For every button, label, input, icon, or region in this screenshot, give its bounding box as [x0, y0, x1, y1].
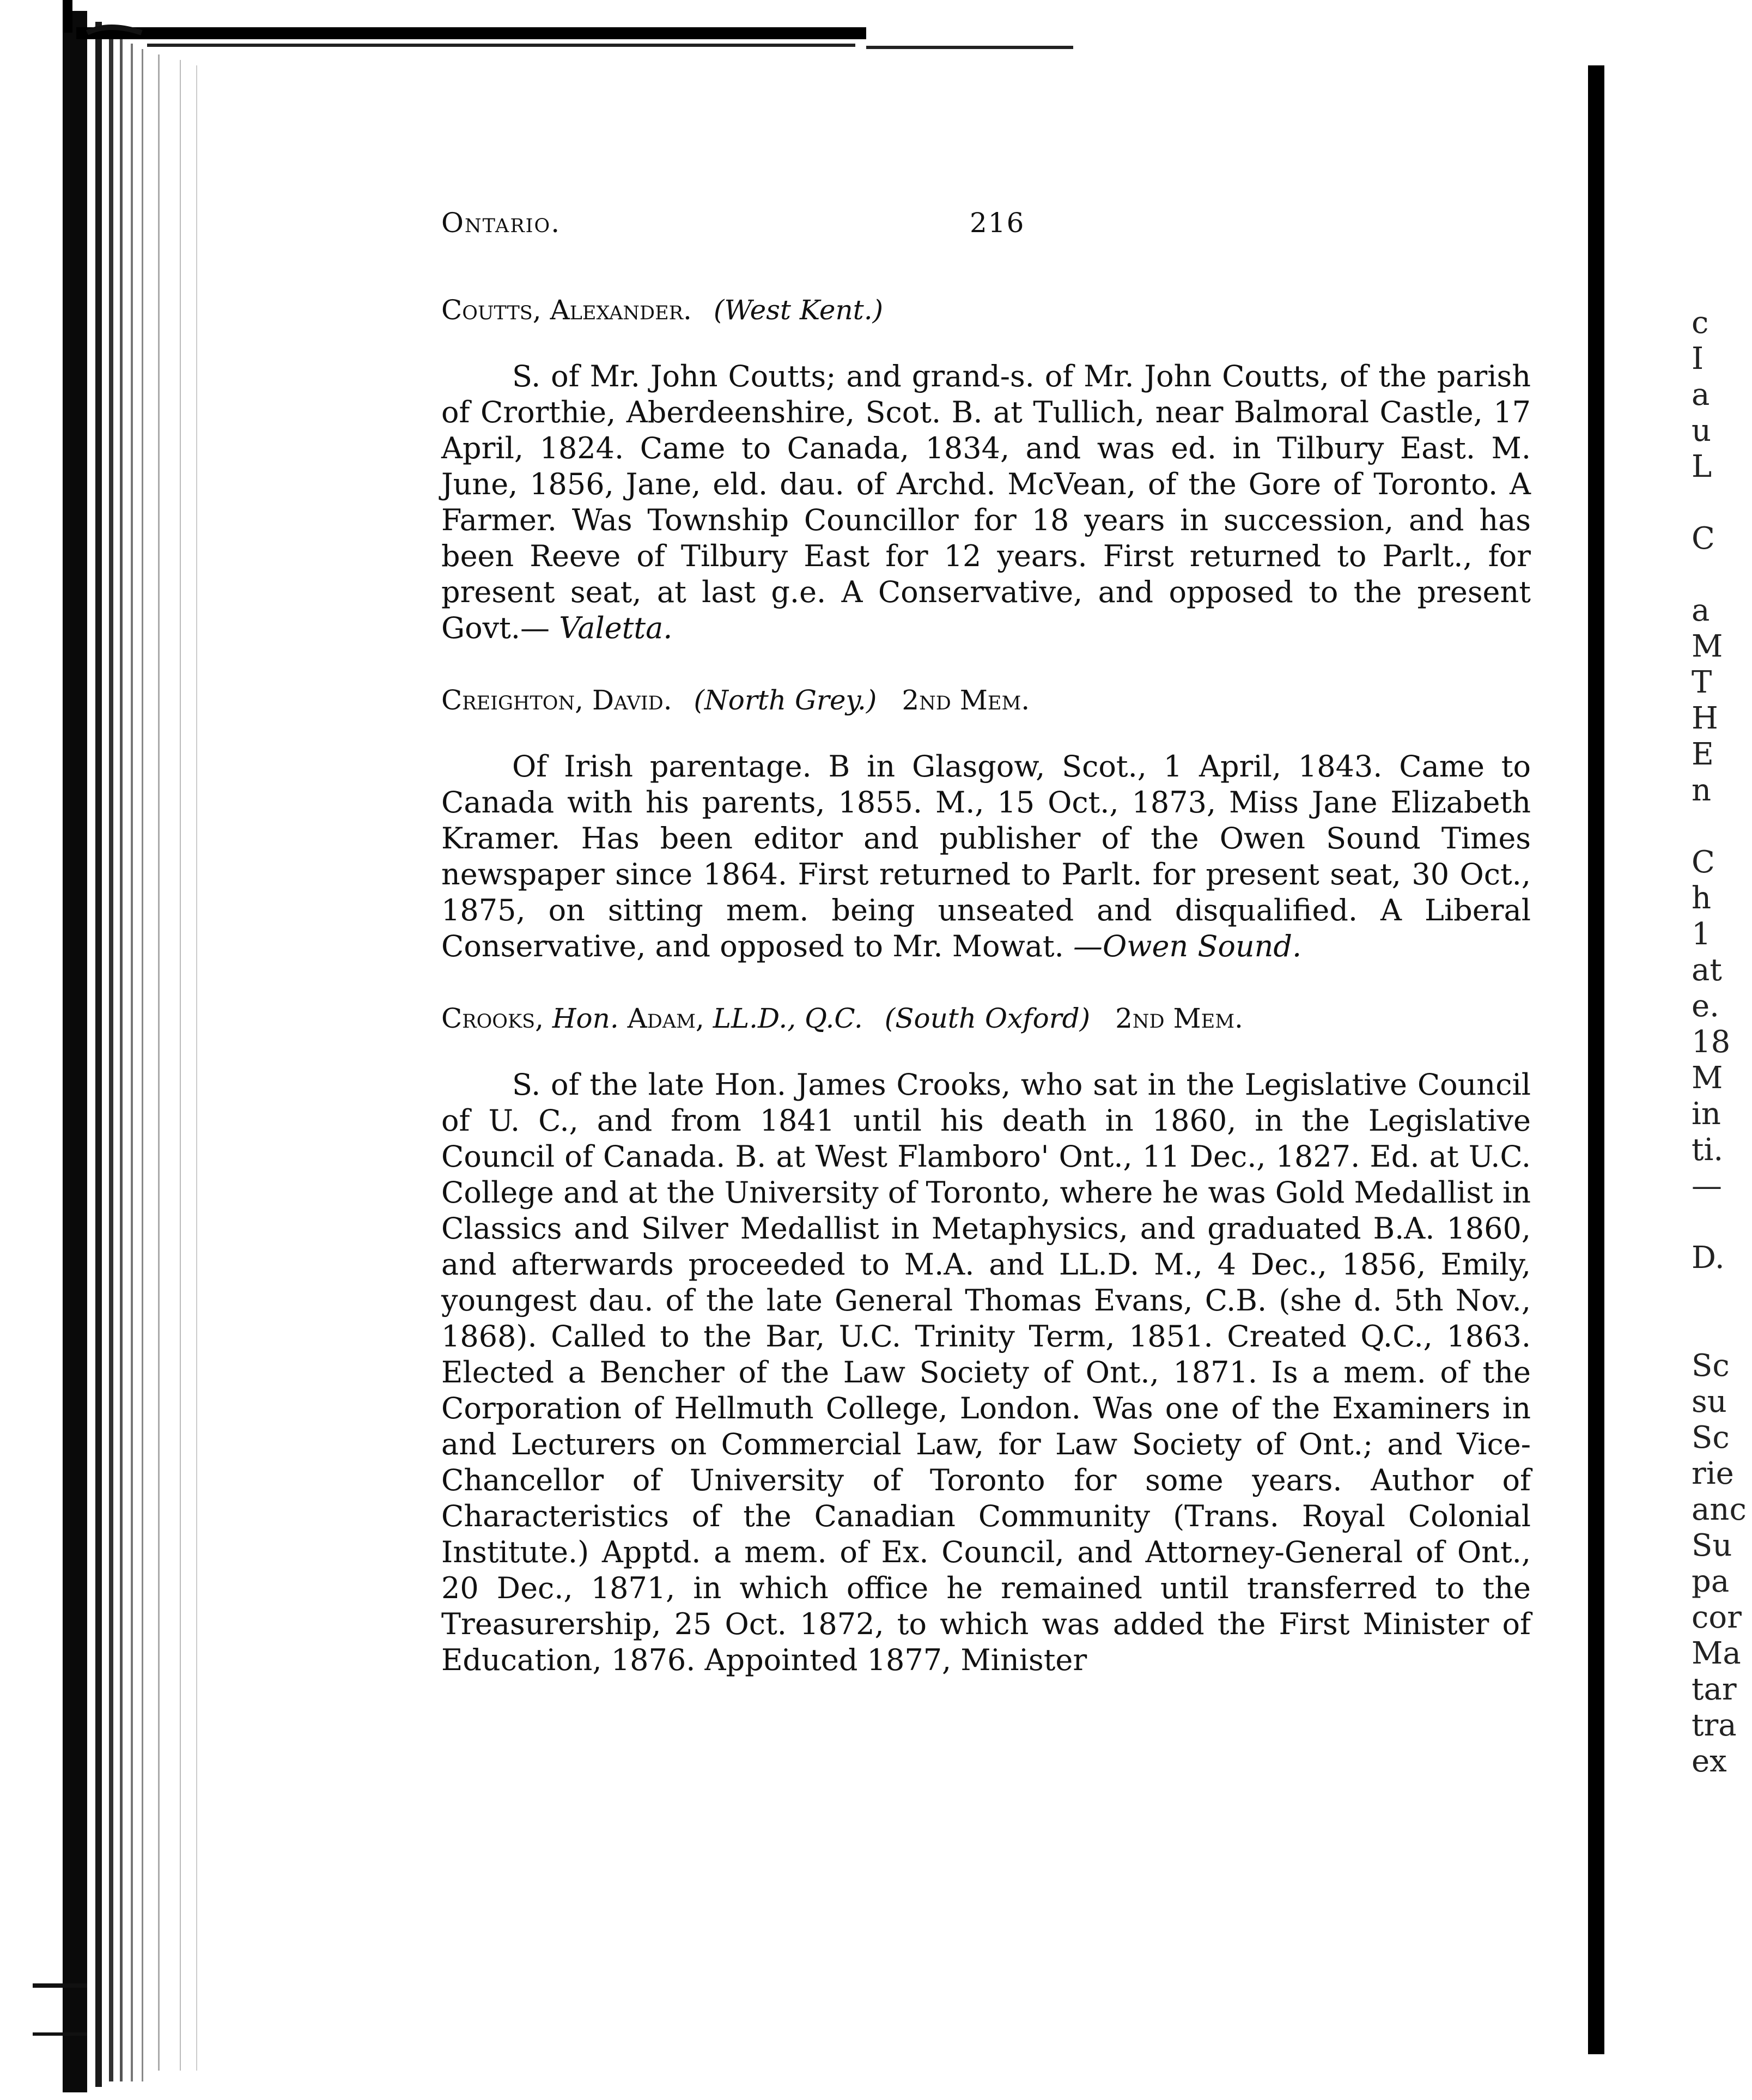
facing-page-fragment: Sc	[1692, 1348, 1730, 1383]
top-rule	[0, 0, 1144, 76]
facing-page-fragment: D.	[1692, 1240, 1725, 1276]
facing-page-fragment: pa	[1692, 1564, 1730, 1599]
facing-page-fragment: M	[1692, 1060, 1723, 1096]
facing-page-fragment	[1692, 1276, 1749, 1312]
facing-page-fragment: a	[1692, 593, 1710, 628]
facing-page-fragments	[1692, 305, 1749, 1780]
entry-member-note: 2nd Mem.	[1115, 1003, 1243, 1034]
facing-page-fragment: tra	[1692, 1708, 1737, 1743]
entry-degrees: LL.D., Q.C.	[713, 1003, 863, 1034]
facing-page-fragment: a	[1692, 377, 1710, 412]
facing-page-fragment: cor	[1692, 1600, 1742, 1635]
facing-page-fragment: e.	[1692, 988, 1719, 1024]
entry-constituency: (South Oxford)	[884, 1003, 1091, 1034]
facing-page-fragment: C	[1692, 845, 1715, 880]
entry-surname: Creighton,	[441, 684, 584, 716]
entry-signature: Valetta.	[559, 611, 673, 645]
entry-member-note: 2nd Mem.	[902, 684, 1030, 716]
facing-page-fragment: anc	[1692, 1492, 1747, 1527]
facing-page-fragment	[1692, 485, 1749, 521]
entry-surname: Crooks,	[441, 1003, 544, 1034]
page-number: 216	[970, 207, 1025, 239]
entry-honorific: Hon.	[552, 1003, 619, 1034]
running-head-section: Ontario.	[441, 207, 561, 239]
entry-constituency: (North Grey.)	[694, 684, 877, 716]
facing-page-fragment: E	[1692, 737, 1714, 772]
entry-body	[441, 749, 1531, 964]
facing-page-fragment	[1692, 1312, 1749, 1348]
entry-body	[441, 359, 1531, 646]
facing-page-fragment: tar	[1692, 1672, 1737, 1707]
facing-page-fragment: in	[1692, 1096, 1721, 1132]
entry-text: S. of the late Hon. James Crooks, who sat in the Legislative Council of U. C., and from 1841 until his death in 1860, in the Legislative Council of Canada. B. at West Flamboro' Ont., 11 Dec., 1827. Ed. at U.C. College and at the University of Toronto, where he was Gold Medallist in Classics and Silver Medallist in Metaphysics, and graduated B.A. 1860, and afterwards proceeded to M.A. and LL.D. M., 4 Dec., 1856, Emily, youngest dau. of the late General Thomas Evans, C.B. (she d. 5th Nov., 1868). Called to the Bar, U.C. Trinity Term, 1851. Created Q.C., 1863. Elected a Bencher of the Law Society of Ont., 1871. Is a mem. of the Corporation of Hellmuth College, London. Was one of the Examiners in and Lecturers on Commercial Law, for Law Society of Ont.; and Vice-Chancellor of University of Toronto for some years. Author of Characteristics of the Canadian Community (Trans. Royal Colonial Institute.) Apptd. a mem. of Ex. Council, and Attorney-General of Ont., 20 Dec., 1871, in which office he remained until transferred to the Treasurership, 25 Oct. 1872, to which was added the First Minister of Education, 1876. Appointed 1877, Minister	[441, 1067, 1531, 1677]
facing-page-fragment: M	[1692, 629, 1723, 664]
entry-text: Of Irish parentage. B in Glasgow, Scot., 1 April, 1843. Came to Canada with his parents, 1855. M., 15 Oct., 1873, Miss Jane Elizabeth Kramer. Has been editor and publisher of the Owen Sound Times newspaper since 1864. First returned to Parlt. for present seat, 30 Oct., 1875, on sitting mem. being unseated and disqualified. A Liberal Conservative, and opposed to Mr. Mowat.	[441, 749, 1531, 963]
facing-page-fragment: I	[1692, 341, 1704, 377]
facing-page-fragment: u	[1692, 413, 1712, 448]
facing-page-fragment: 18	[1692, 1024, 1731, 1060]
entry-given-name: Alexander.	[550, 294, 692, 326]
facing-page-fragment: Ma	[1692, 1636, 1741, 1671]
book-binding-edge	[0, 0, 283, 2100]
facing-page-fragment	[1692, 809, 1749, 845]
facing-page-fragment: rie	[1692, 1456, 1734, 1491]
entry-given-name: Adam,	[627, 1003, 704, 1034]
facing-page-fragment: Su	[1692, 1528, 1732, 1563]
entry-given-name: David.	[592, 684, 672, 716]
facing-page-fragment: 1	[1692, 917, 1711, 952]
entry-body	[441, 1067, 1531, 1678]
facing-page-fragment: at	[1692, 952, 1722, 988]
facing-page-fragment: —	[1692, 1168, 1722, 1204]
facing-page-fragment: su	[1692, 1384, 1727, 1419]
entry-constituency: (West Kent.)	[713, 294, 884, 326]
entry-signature: —Owen Sound.	[1073, 929, 1302, 963]
entry-heading	[441, 294, 1531, 326]
facing-page-fragment: h	[1692, 881, 1712, 916]
facing-page-fragment	[1692, 557, 1749, 593]
facing-page-fragment: ti.	[1692, 1132, 1724, 1168]
page-content	[441, 207, 1531, 1678]
facing-page-fragment: Sc	[1692, 1420, 1730, 1455]
facing-page-fragment	[1692, 1204, 1749, 1240]
page-edge-shadow	[1588, 65, 1604, 2054]
facing-page-fragment: H	[1692, 701, 1718, 736]
facing-page-fragment: n	[1692, 773, 1712, 808]
facing-page-fragment: c	[1692, 305, 1709, 341]
facing-page-fragment: T	[1692, 665, 1712, 700]
entry-heading	[441, 684, 1531, 716]
entry-surname: Coutts,	[441, 294, 542, 326]
facing-page-fragment: C	[1692, 521, 1715, 556]
facing-page-fragment: L	[1692, 449, 1712, 484]
entry-heading	[441, 1003, 1531, 1034]
facing-page-fragment: ex	[1692, 1744, 1727, 1779]
entry-text: S. of Mr. John Coutts; and grand-s. of Mr. John Coutts, of the parish of Crorthie, Aberdeenshire, Scot. B. at Tullich, near Balmoral Castle, 17 April, 1824. Came to Canada, 1834, and was ed. in Tilbury East. M. June, 1856, Jane, eld. dau. of Archd. McVean, of the Gore of Toronto. A Farmer. Was Township Councillor for 18 years in succession, and has been Reeve of Tilbury East for 12 years. First returned to Parlt., for present seat, at last g.e. A Conservative, and opposed to the present Govt.—	[441, 359, 1531, 645]
running-head	[441, 207, 1531, 256]
